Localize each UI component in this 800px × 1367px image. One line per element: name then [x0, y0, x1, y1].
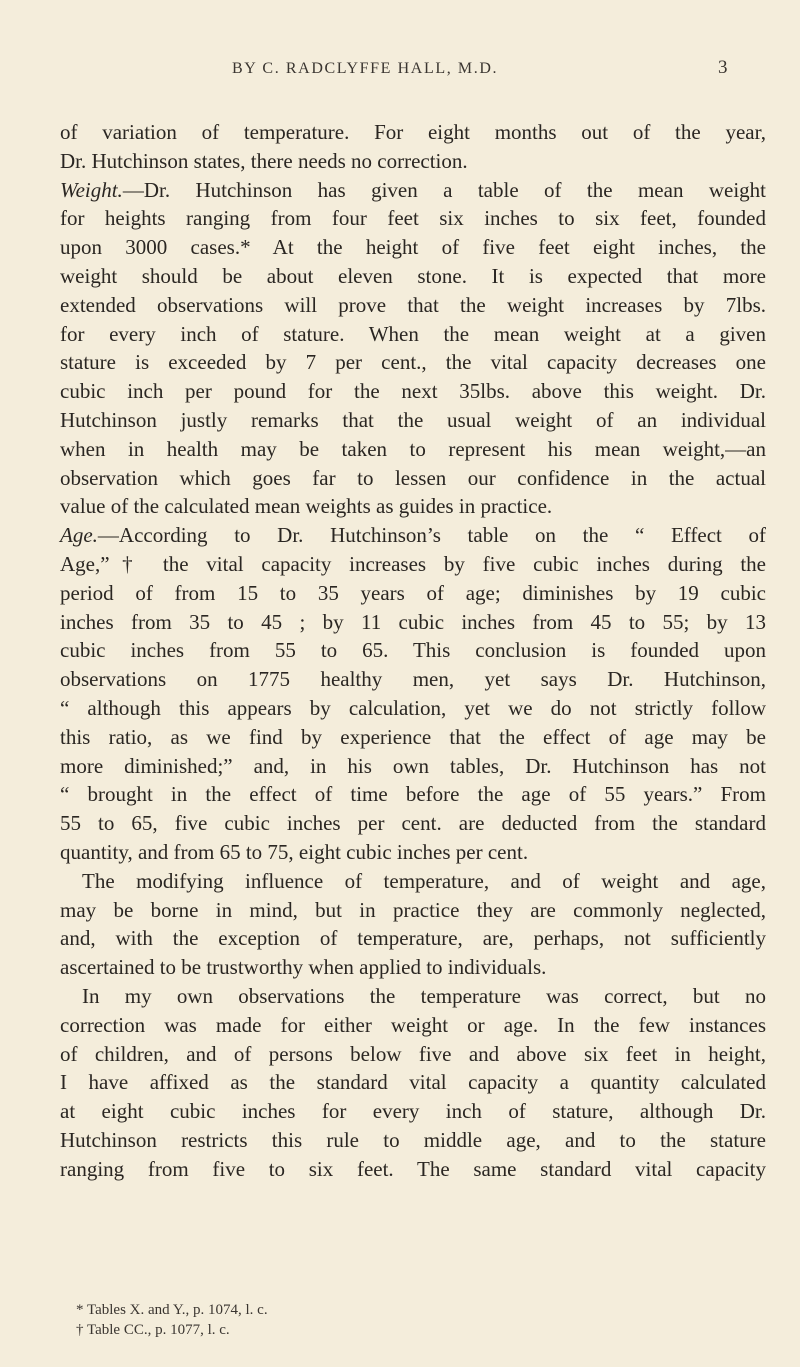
text-line — [60, 636, 766, 665]
footnote: * Tables X. and Y., p. 1074, l. c. — [76, 1302, 268, 1318]
line-text: stature is exceeded by 7 per cent., the vital capacity decreases one — [60, 350, 766, 375]
line-text: The modifying influence of temperature, and of weight and age, — [82, 868, 766, 893]
text-line — [60, 953, 766, 982]
line-text: correction was made for either weight or age. In the few instances — [60, 1012, 766, 1037]
line-text: when in health may be taken to represent his mean weight,—an — [60, 436, 766, 461]
line-text: extended observations will prove that the weight increases by 7lbs. — [60, 292, 766, 317]
section-heading: Age. — [60, 523, 98, 548]
line-text: 55 to 65, five cubic inches per cent. are deducted from the standard — [60, 811, 766, 836]
text-line — [60, 262, 766, 291]
line-text: inches from 35 to 45 ; by 11 cubic inches from 45 to 55; by 13 — [60, 609, 766, 634]
text-line — [60, 348, 766, 377]
text-line — [60, 723, 766, 752]
text-line — [60, 896, 766, 925]
text-line — [60, 838, 766, 867]
text-line — [60, 809, 766, 838]
line-text: upon 3000 cases.* At the height of five feet eight inches, the — [60, 235, 766, 260]
text-line — [60, 521, 766, 550]
text-line — [60, 579, 766, 608]
line-text: observation which goes far to lessen our confidence in the actual — [60, 465, 766, 490]
line-text: may be borne in mind, but in practice they are commonly neglected, — [60, 897, 766, 922]
line-text: of variation of temperature. For eight months out of the year, — [60, 120, 766, 144]
text-line — [60, 233, 766, 262]
line-text: Dr. Hutchinson states, there needs no correction. — [60, 148, 468, 173]
line-text: cubic inch per pound for the next 35lbs. above this weight. Dr. — [60, 379, 766, 404]
line-text: for every inch of stature. When the mean weight at a given — [60, 321, 766, 346]
line-text: —Dr. Hutchinson has given a table of the mean weight — [122, 177, 766, 202]
running-head: BY C. RADCLYFFE HALL, M.D. — [232, 60, 499, 77]
line-text: “ brought in the effect of time before the age of 55 years.” From — [60, 782, 766, 807]
text-line — [60, 464, 766, 493]
text-line — [60, 924, 766, 953]
line-text: cubic inches from 55 to 65. This conclusion is founded upon — [60, 638, 766, 663]
line-text: Age,”† the vital capacity increases by five cubic inches during the — [60, 551, 766, 576]
line-text: value of the calculated mean weights as guides in practice. — [60, 494, 553, 519]
line-text: ascertained to be trustworthy when applied to individuals. — [60, 955, 547, 980]
text-line — [60, 694, 766, 723]
text-line — [60, 608, 766, 637]
text-line — [60, 1126, 766, 1155]
text-line — [60, 291, 766, 320]
line-text: of children, and of persons below five and above six feet in height, — [60, 1041, 766, 1066]
text-line — [60, 1155, 766, 1184]
footnote: † Table CC., p. 1077, l. c. — [76, 1322, 230, 1338]
line-text: Hutchinson restricts this rule to middle age, and to the stature — [60, 1127, 766, 1152]
section-heading: Weight. — [60, 177, 123, 202]
text-line — [60, 1040, 766, 1069]
text-line — [60, 752, 766, 781]
text-line — [60, 377, 766, 406]
page-number: 3 — [718, 57, 728, 78]
text-line — [60, 550, 766, 579]
line-text: I have affixed as the standard vital capacity a quantity calculated — [60, 1070, 766, 1095]
line-text: weight should be about eleven stone. It is expected that more — [60, 263, 766, 288]
text-line — [60, 406, 766, 435]
line-text: and, with the exception of temperature, are, perhaps, not sufficiently — [60, 926, 766, 951]
text-line — [60, 176, 766, 205]
line-text: quantity, and from 65 to 75, eight cubic inches per cent. — [60, 839, 529, 864]
line-text: —According to Dr. Hutchinson’s table on the “ Effect of — [97, 523, 766, 548]
text-line — [60, 204, 766, 233]
text-line — [60, 1097, 766, 1126]
line-text: period of from 15 to 35 years of age; diminishes by 19 cubic — [60, 580, 766, 605]
text-line — [60, 780, 766, 809]
footnotes — [76, 1300, 476, 1340]
text-line — [60, 435, 766, 464]
line-text: more diminished;” and, in his own tables, Dr. Hutchinson has not — [60, 753, 766, 778]
line-text: ranging from five to six feet. The same standard vital capacity — [60, 1156, 766, 1181]
text-line — [60, 320, 766, 349]
text-line — [60, 147, 766, 176]
text-line — [60, 1011, 766, 1040]
line-text: Hutchinson justly remarks that the usual weight of an individual — [60, 407, 766, 432]
line-text: observations on 1775 healthy men, yet says Dr. Hutchinson, — [60, 667, 766, 692]
line-text: for heights ranging from four feet six inches to six feet, founded — [60, 206, 766, 231]
body-text — [60, 118, 766, 1183]
text-line — [60, 982, 766, 1011]
text-line — [60, 118, 766, 147]
text-line — [60, 1068, 766, 1097]
text-line — [60, 492, 766, 521]
line-text: at eight cubic inches for every inch of stature, although Dr. — [60, 1099, 766, 1124]
text-line — [60, 665, 766, 694]
line-text: this ratio, as we find by experience that the effect of age may be — [60, 724, 766, 749]
line-text: In my own observations the temperature was correct, but no — [82, 983, 766, 1008]
text-line — [60, 867, 766, 896]
line-text: “ although this appears by calculation, yet we do not strictly follow — [60, 695, 766, 720]
